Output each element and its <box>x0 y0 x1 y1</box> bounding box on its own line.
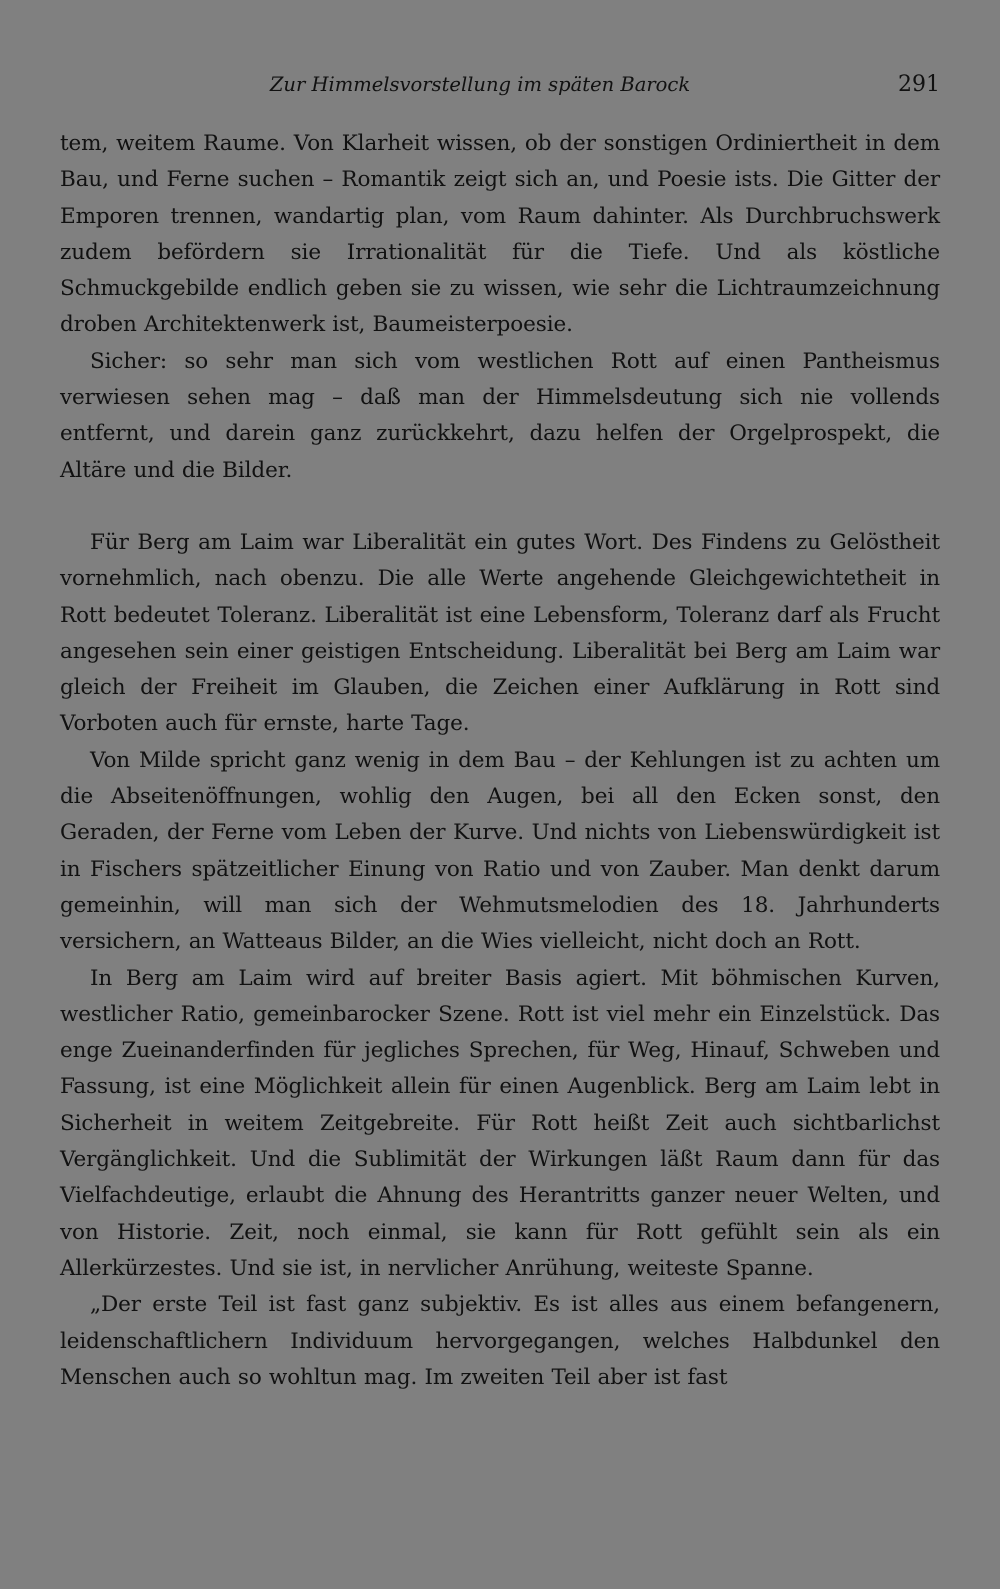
paragraph: Für Berg am Laim war Liberalität ein gutes Wort. Des Findens zu Gelöstheit vornehmlich, nach obenzu. Die alle Werte angehende Gleichgewichtetheit in Rott bedeutet Toleranz. Liberalität ist eine Lebensform, Toleranz darf als Frucht angesehen sein einer geistigen Entscheidung. Liberalität bei Berg am Laim war gleich der Freiheit im Glauben, die Zeichen einer Aufklärung in Rott sind Vorboten auch für ernste, harte Tage. <box>60 529 940 737</box>
section-break <box>60 489 940 525</box>
running-header <box>60 68 940 108</box>
paragraph-quotation: „Der erste Teil ist fast ganz subjektiv. Es ist alles aus einem befangenern, leidenschaftlichern Individuum hervorgegangen, welches Halbdunkel den Menschen auch so wohltun mag. Im zweiten Teil aber ist fast <box>60 1292 940 1390</box>
page-number: 291 <box>898 72 940 97</box>
running-header-title: Zur Himmelsvorstellung im späten Barock <box>269 73 691 96</box>
paragraph-continued: tem, weitem Raume. Von Klarheit wissen, ob der sonstigen Ordiniertheit in dem Bau, und Ferne suchen – Romantik zeigt sich an, und Poesie ists. Die Gitter der Emporen trennen, wandartig plan, vom Raum dahinter. Als Durchbruchswerk zudem befördern sie Irrationalität für die Tiefe. Und als köstliche Schmuckgebilde endlich geben sie zu wissen, wie sehr die Lichtraumzeichnung droben Architektenwerk ist, Baumeisterpoesie. <box>60 131 940 338</box>
paragraph: Sicher: so sehr man sich vom westlichen Rott auf einen Pantheismus verwiesen sehen mag – daß man der Himmelsdeutung sich nie vollends entfernt, und darein ganz zurückkehrt, dazu helfen der Orgelprospekt, die Altäre und die Bilder. <box>60 348 940 483</box>
paragraph: Von Milde spricht ganz wenig in dem Bau – der Kehlungen ist zu achten um die Abseitenöffnungen, wohlig den Augen, bei all den Ecken sonst, den Geraden, der Ferne vom Leben der Kurve. Und nichts von Liebenswürdigkeit ist in Fischers spätzeitlicher Einung von Ratio und von Zauber. Man denkt darum gemeinhin, will man sich der Wehmutsmelodien des 18. Jahrhunderts versichern, an Watteaus Bilder, an die Wies vielleicht, nicht doch an Rott. <box>60 747 940 955</box>
paragraph: In Berg am Laim wird auf breiter Basis agiert. Mit böhmischen Kurven, westlicher Ratio, gemeinbarocker Szene. Rott ist viel mehr ein Einzelstück. Das enge Zueinanderfinden für jegliches Sprechen, für Weg, Hinauf, Schweben und Fassung, ist eine Möglichkeit allein für einen Augenblick. Berg am Laim lebt in Sicherheit in weitem Zeitgebreite. Für Rott heißt Zeit auch sichtbarlichst Vergänglichkeit. Und die Sublimität der Wirkungen läßt Raum dann für das Vielfachdeutige, erlaubt die Ahnung des Herantritts ganzer neuer Welten, und von Historie. Zeit, noch einmal, sie kann für Rott gefühlt sein als ein Allerkürzestes. Und sie ist, in nervlicher Anrühung, weiteste Spanne. <box>60 965 940 1281</box>
body-text <box>60 126 940 1396</box>
